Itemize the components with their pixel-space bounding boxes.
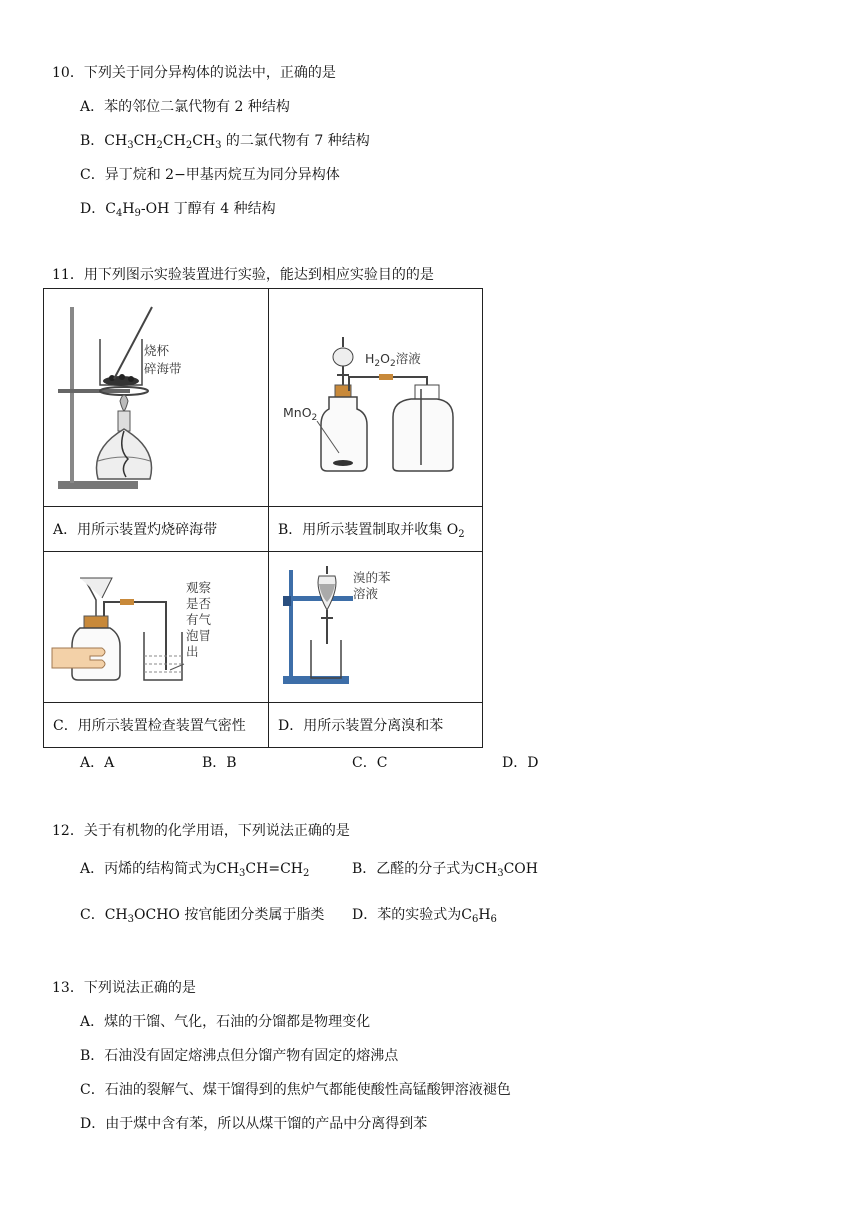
q11-answer-d: D．D bbox=[502, 755, 539, 771]
label-beaker: 烧杯 bbox=[144, 343, 170, 358]
caption-c: C．用所示装置检查装置气密性 bbox=[53, 718, 246, 734]
caption-d-cell bbox=[269, 703, 483, 748]
q13-option-c: C．石油的裂解气、煤干馏得到的焦炉气都能使酸性高锰酸钾溶液褪色 bbox=[80, 1082, 511, 1098]
caption-a-cell bbox=[44, 507, 269, 552]
burning-seaweed-apparatus-image bbox=[44, 289, 268, 502]
apparatus-d-cell bbox=[269, 552, 483, 703]
caption-b-cell bbox=[269, 507, 483, 552]
q12-option-a: A．丙烯的结构简式为$CH_3CH=CH_2$ bbox=[80, 861, 310, 879]
label-seaweed: 碎海带 bbox=[144, 361, 182, 376]
apparatus-c-cell bbox=[44, 552, 269, 703]
q13-option-a: A．煤的干馏、气化，石油的分馏都是物理变化 bbox=[80, 1014, 371, 1030]
label-observe-3: 有气 bbox=[186, 612, 212, 627]
label-observe-5: 出 bbox=[186, 644, 199, 659]
q12-stem: 12．关于有机物的化学用语，下列说法正确的是 bbox=[52, 823, 350, 839]
label-h2o2: $H_2O_2$溶液 bbox=[365, 351, 421, 369]
q11-stem: 11．用下列图示实验装置进行实验，能达到相应实验目的的是 bbox=[52, 267, 434, 283]
label-solution: 溶液 bbox=[353, 586, 379, 601]
caption-a: A．用所示装置灼烧碎海带 bbox=[53, 522, 218, 538]
q10-option-d: D．$C_4H_9-OH$ 丁醇有 4 种结构 bbox=[80, 201, 276, 219]
apparatus-b-cell bbox=[269, 289, 483, 507]
caption-c-cell bbox=[44, 703, 269, 748]
q11-answer-b: B．B bbox=[202, 755, 237, 771]
label-observe-1: 观察 bbox=[186, 580, 212, 595]
q10-option-a: A．苯的邻位二氯代物有 2 种结构 bbox=[80, 99, 290, 115]
caption-d: D．用所示装置分离溴和苯 bbox=[278, 718, 444, 734]
q10-stem: 10．下列关于同分异构体的说法中，正确的是 bbox=[52, 65, 336, 81]
separatory-funnel-apparatus-image bbox=[269, 552, 482, 698]
q12-option-d: D．苯的实验式为$C_6H_6$ bbox=[352, 907, 497, 925]
q11-answer-c: C．C bbox=[352, 755, 388, 771]
q12-option-b: B．乙醛的分子式为$CH_3COH$ bbox=[352, 861, 538, 879]
q10-option-b: B．$CH_3CH_2CH_2CH_3$ 的二氯代物有 7 种结构 bbox=[80, 133, 370, 151]
q11-apparatus-table bbox=[43, 288, 482, 743]
apparatus-a-cell bbox=[44, 289, 269, 507]
q13-option-b: B．石油没有固定熔沸点但分馏产物有固定的熔沸点 bbox=[80, 1048, 399, 1064]
q10-option-c: C．异丁烷和 2−甲基丙烷互为同分异构体 bbox=[80, 167, 340, 183]
q13-option-d: D．由于煤中含有苯，所以从煤干馏的产品中分离得到苯 bbox=[80, 1116, 428, 1132]
q11-answer-a: A．A bbox=[80, 755, 115, 771]
label-observe-4: 泡冒 bbox=[186, 628, 212, 643]
q13-stem: 13．下列说法正确的是 bbox=[52, 980, 196, 996]
label-observe-2: 是否 bbox=[186, 596, 212, 611]
airtightness-check-apparatus-image bbox=[44, 552, 268, 698]
label-bromine-benzene: 溴的苯 bbox=[353, 570, 391, 585]
caption-b: B．用所示装置制取并收集 $O_2$ bbox=[278, 522, 465, 540]
q12-option-c: C．$CH_3OCHO$ 按官能团分类属于脂类 bbox=[80, 907, 325, 925]
label-mno2: MnO$_2$ bbox=[283, 405, 318, 423]
oxygen-generation-apparatus-image bbox=[269, 289, 482, 502]
